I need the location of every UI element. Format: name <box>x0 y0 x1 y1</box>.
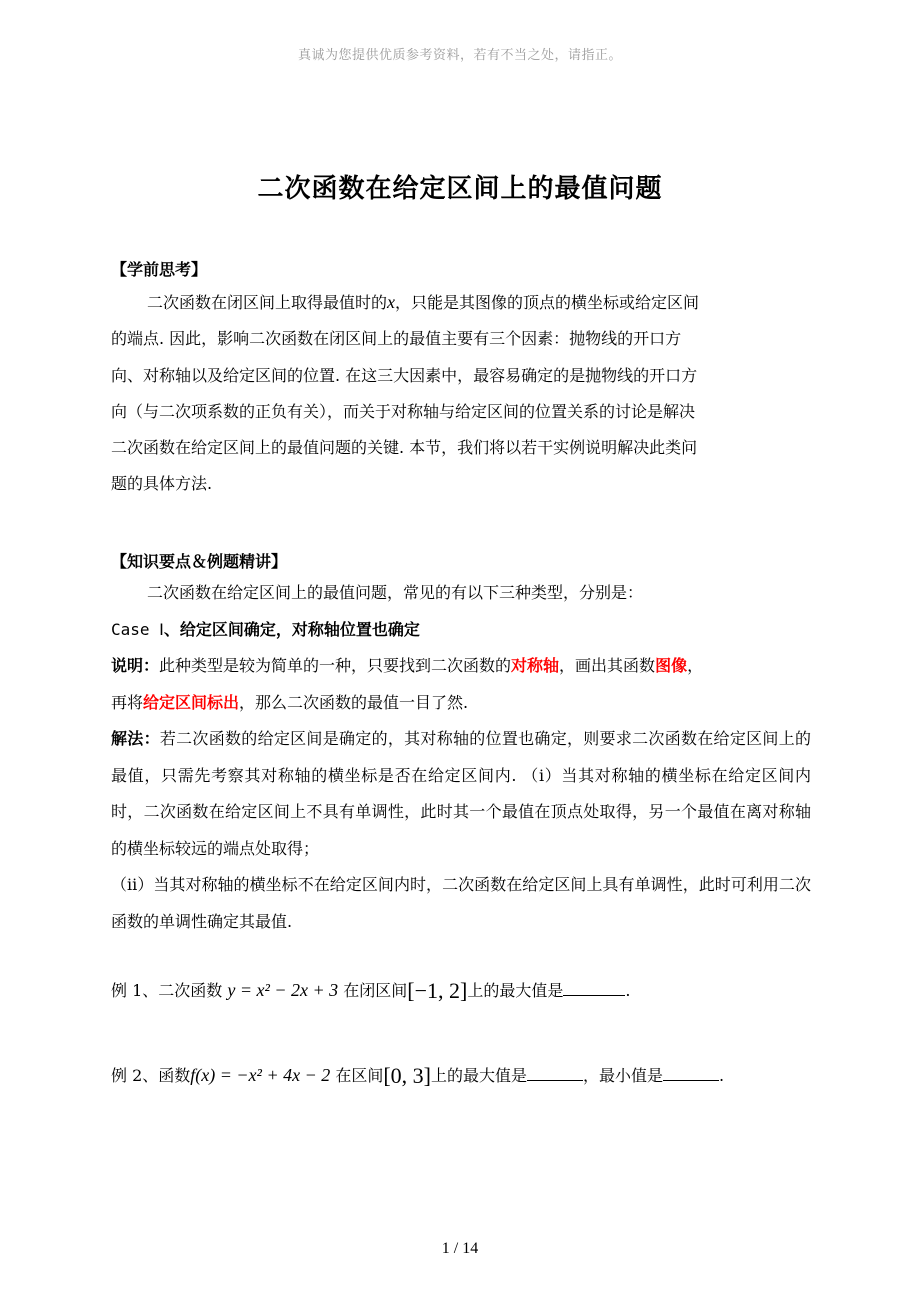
math-variable: x <box>387 292 396 312</box>
paragraph-line: 的端点. 因此，影响二次函数在闭区间上的最值主要有三个因素：抛物线的开口方 <box>111 329 682 348</box>
example-2 <box>111 1057 811 1095</box>
text-span: 此种类型是较为简单的一种，只要找到二次函数的 <box>159 656 512 675</box>
text-span: ，画出其函数 <box>559 656 656 675</box>
text-span: 上的最大值是 <box>431 1066 528 1085</box>
text-span: ，只能是其图像的顶点的横坐标或给定区间 <box>395 293 700 312</box>
section-heading: 【知识要点＆例题精讲】 <box>111 552 288 571</box>
text-span: . <box>625 981 631 1000</box>
text-span: ，那么二次函数的最值一目了然. <box>239 692 469 712</box>
highlight-symmetry-axis: 对称轴 <box>511 656 560 675</box>
example-prefix: 例 2、函数 <box>111 1066 191 1085</box>
highlight-graph: 图像 <box>655 656 688 675</box>
text-span: . <box>719 1066 725 1085</box>
example-formula: y = x² − 2x + 3 <box>227 980 339 1000</box>
explain-paragraph <box>111 648 811 721</box>
pre-thinking-paragraph <box>111 284 811 322</box>
case-heading <box>111 612 811 649</box>
text-span: ，最小值是 <box>583 1066 664 1085</box>
document-title: 二次函数在给定区间上的最值问题 <box>257 174 663 204</box>
page-number: 1 / 14 <box>441 1240 479 1257</box>
answer-blank[interactable] <box>563 981 625 996</box>
section-heading: 【学前思考】 <box>111 260 208 279</box>
example-interval: [−1, 2] <box>407 978 468 1003</box>
text-span: 在闭区间 <box>343 981 408 1000</box>
paragraph-line: 向、对称轴以及给定区间的位置. 在这三大因素中，最容易确定的是抛物线的开口方 <box>111 366 698 385</box>
text-span: 在区间 <box>335 1066 384 1085</box>
answer-blank-max[interactable] <box>527 1066 583 1081</box>
explain-label: 说明： <box>111 656 160 675</box>
answer-blank-min[interactable] <box>663 1066 719 1081</box>
case-label: Case Ⅰ <box>111 620 164 639</box>
knowledge-intro: 二次函数在给定区间上的最值问题，常见的有以下三种类型，分别是： <box>147 583 644 602</box>
section-pre-thinking <box>111 257 811 280</box>
text-span: ， <box>687 656 704 675</box>
paragraph-line: 题的具体方法. <box>111 474 213 493</box>
example-1 <box>111 972 811 1010</box>
method-text: （ii）当其对称轴的横坐标不在给定区间内时，二次函数在给定区间上具有单调性，此时可利用二次函数的单调性确定其最值. <box>111 875 811 931</box>
example-interval: [0, 3] <box>383 1063 431 1088</box>
text-span: 再将 <box>111 692 144 712</box>
section-knowledge <box>111 549 811 572</box>
text-span: 上的最大值是 <box>467 981 564 1000</box>
method-paragraph <box>111 721 811 940</box>
paragraph-line: 向（与二次项系数的正负有关），而关于对称轴与给定区间的位置关系的讨论是解决 <box>111 402 696 421</box>
method-label: 解法： <box>111 729 160 748</box>
example-formula: f(x) = −x² + 4x − 2 <box>190 1065 331 1085</box>
example-prefix: 例 1、二次函数 <box>111 981 223 1000</box>
watermark-header: 真诚为您提供优质参考资料，若有不当之处，请指正。 <box>297 48 622 63</box>
highlight-interval: 给定区间标出 <box>143 692 240 712</box>
case-title: 、给定区间确定，对称轴位置也确定 <box>163 620 420 639</box>
paragraph-line: 二次函数在给定区间上的最值问题的关键. 本节，我们将以若干实例说明解决此类问 <box>111 438 698 457</box>
method-text: 若二次函数的给定区间是确定的，其对称轴的位置也确定，则要求二次函数在给定区间上的最值，只需先考察其对称轴的横坐标是否在给定区间内. （i）当其对称轴的横坐标在给定区间内时，二次函数在给定区间上不具有单调性，此时其一个最值在顶点处取得，另一个最值在离对称轴的横坐标较远的端点处取得； <box>111 729 811 858</box>
text-span: 二次函数在闭区间上取得最值时的 <box>147 293 388 312</box>
